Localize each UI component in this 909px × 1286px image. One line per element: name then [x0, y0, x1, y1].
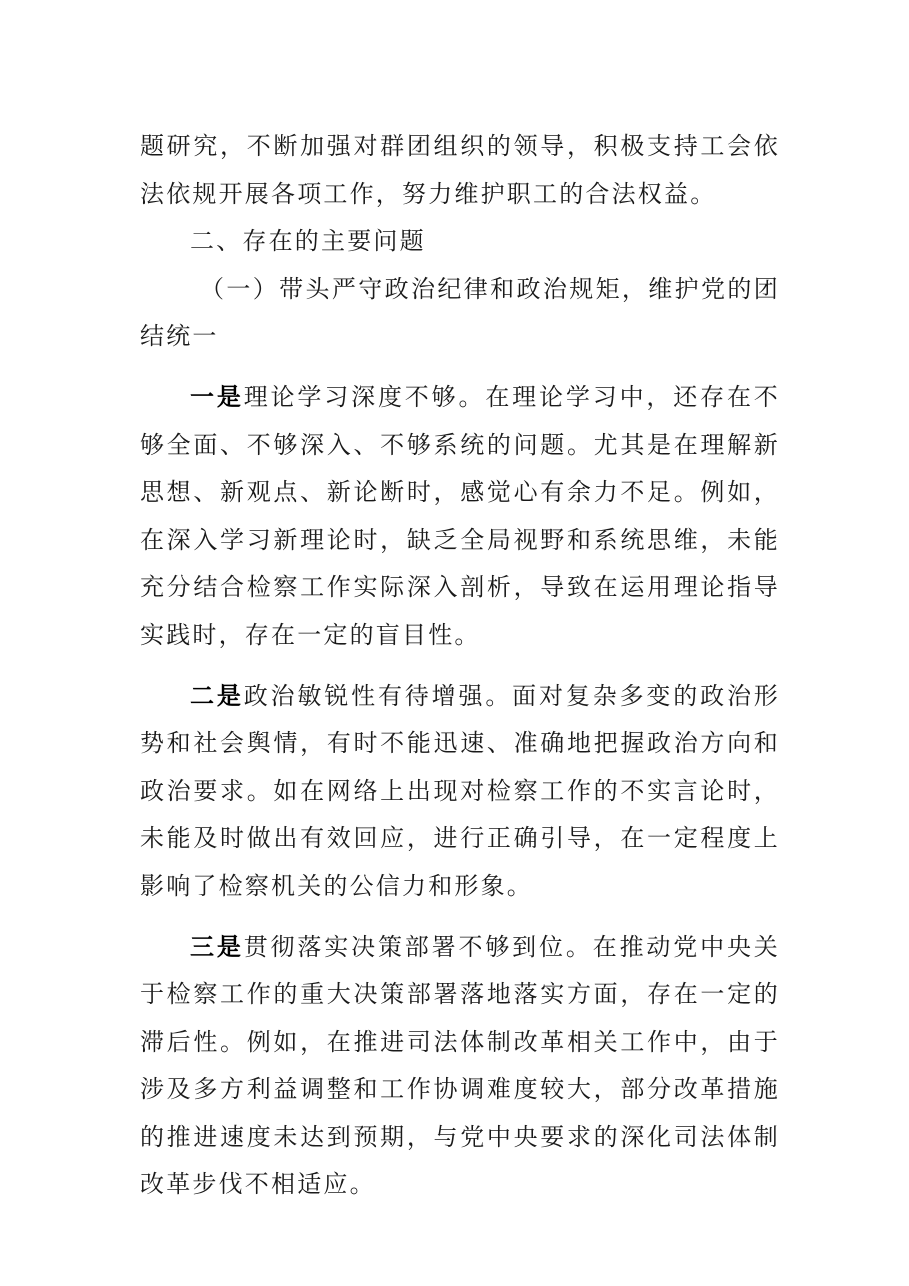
item-lead-1: 一是: [190, 381, 244, 411]
subsection-heading: （一）带头严守政治纪律和政治规矩，维护党的团结统一: [140, 274, 780, 351]
item-lead-2: 二是: [190, 680, 244, 710]
document-body: [140, 123, 780, 1209]
item-text-2: 政治敏锐性有待增强。面对复杂多变的政治形势和社会舆情，有时不能迅速、准确地把握政治方向和政治要求。如在网络上出现对检察工作的不实言论时，未能及时做出有效回应，进行正确引导，在一定程度上影响了检察机关的公信力和形象。: [140, 681, 781, 900]
item-lead-3: 三是: [190, 931, 244, 961]
item-text-1: 理论学习深度不够。在理论学习中，还存在不够全面、不够深入、不够系统的问题。尤其是在理解新思想、新观点、新论断时，感觉心有余力不足。例如，在深入学习新理论时，缺乏全局视野和系统思维，未能充分结合检察工作实际深入剖析，导致在运用理论指导实践时，存在一定的盲目性。: [140, 382, 781, 649]
item-text-3: 贯彻落实决策部署不够到位。在推动党中央关于检察工作的重大决策部署落地落实方面，存在一定的滞后性。例如，在推进司法体制改革相关工作中，由于涉及多方利益调整和工作协调难度较大，部分改革措施的推进速度未达到预期，与党中央要求的深化司法体制改革步伐不相适应。: [140, 932, 781, 1199]
item-paragraph-2: [140, 672, 780, 911]
section-heading: 二、存在的主要问题: [190, 227, 426, 256]
continuation-paragraph: 题研究，不断加强对群团组织的领导，积极支持工会依法依规开展各项工作，努力维护职工的合法权益。: [140, 132, 780, 208]
item-paragraph-3: [140, 923, 780, 1210]
item-paragraph-1: [140, 373, 780, 660]
